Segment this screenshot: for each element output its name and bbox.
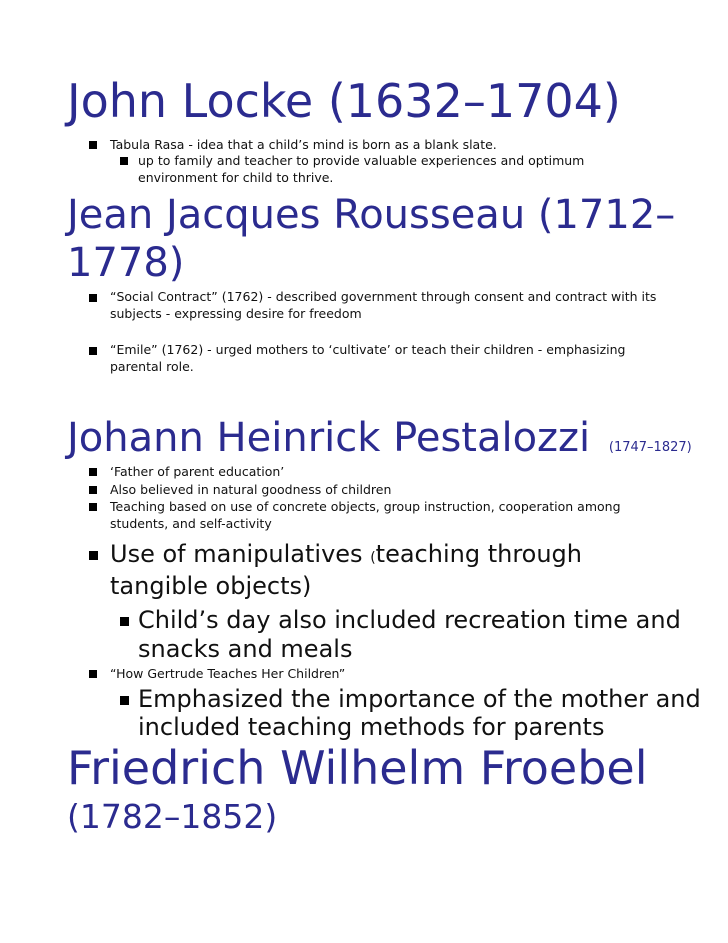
bullet-icon — [89, 670, 97, 678]
pestalozzi-dates: (1747–1827) — [608, 440, 692, 455]
pestalozzi-item-5: “How Gertrude Teaches Her Children” — [110, 666, 346, 681]
pestalozzi-subitem-2-cont: included teaching methods for parents — [138, 713, 605, 741]
bullet-icon — [120, 617, 129, 626]
locke-item-1: Tabula Rasa - idea that a child’s mind is born as a blank slate. — [110, 137, 497, 152]
bullet-icon — [89, 486, 97, 494]
rousseau-item-1-cont: subjects - expressing desire for freedom — [110, 306, 362, 321]
bullet-icon — [89, 347, 97, 355]
pestalozzi-item-3: Teaching based on use of concrete objects, group instruction, cooperation among — [110, 499, 621, 514]
heading-rousseau-line1: Jean Jacques Rousseau (1712– — [67, 192, 676, 238]
bullet-icon — [89, 468, 97, 476]
heading-froebel-line2: (1782–1852) — [67, 797, 278, 836]
heading-rousseau-line2: 1778) — [67, 240, 185, 286]
pestalozzi-name: Johann Heinrick Pestalozzi — [67, 415, 591, 461]
pestalozzi-item-2: Also believed in natural goodness of children — [110, 482, 392, 497]
open-paren: ( — [370, 550, 376, 566]
bullet-icon — [89, 294, 97, 302]
bullet-icon — [120, 157, 128, 165]
locke-subitem-1-cont: environment for child to thrive. — [138, 170, 334, 185]
heading-john-locke: John Locke (1632–1704) — [67, 74, 621, 128]
bullet-icon — [89, 141, 97, 149]
pestalozzi-item-4-cont: tangible objects) — [110, 572, 312, 600]
bullet-icon — [120, 696, 129, 705]
bullet-icon — [89, 551, 98, 560]
manipulatives-text: Use of manipulatives — [110, 540, 363, 568]
teaching-through-text: teaching through — [375, 540, 583, 568]
pestalozzi-item-3-cont: students, and self-activity — [110, 516, 272, 531]
rousseau-item-1: “Social Contract” (1762) - described government through consent and contract with its — [110, 289, 657, 304]
rousseau-item-2-cont: parental role. — [110, 359, 194, 374]
pestalozzi-subitem-2: Emphasized the importance of the mother and — [138, 685, 701, 713]
heading-froebel-line1: Friedrich Wilhelm Froebel — [67, 741, 648, 795]
pestalozzi-subitem-1-cont: snacks and meals — [138, 635, 353, 663]
rousseau-item-2: “Emile” (1762) - urged mothers to ‘cultivate’ or teach their children - emphasizing — [110, 342, 626, 357]
pestalozzi-item-1: ‘Father of parent education’ — [110, 464, 285, 479]
pestalozzi-subitem-1: Child’s day also included recreation time and — [138, 606, 681, 634]
locke-subitem-1: up to family and teacher to provide valuable experiences and optimum — [138, 153, 585, 168]
bullet-icon — [89, 503, 97, 511]
